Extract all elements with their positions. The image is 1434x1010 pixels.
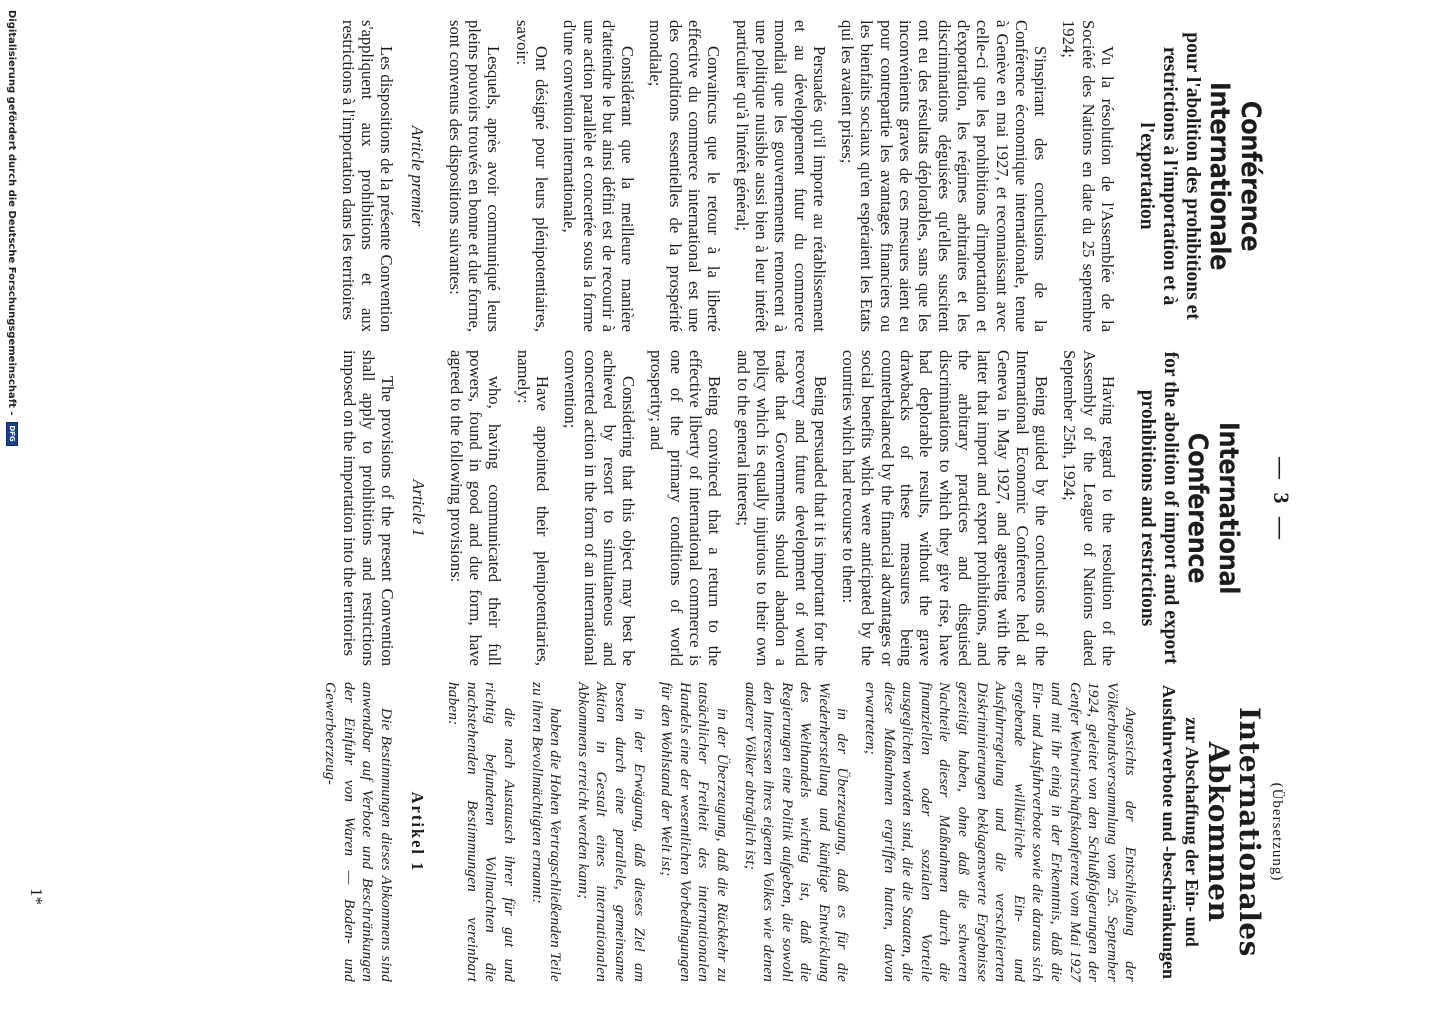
english-paragraph: Being persuaded that it is important for the recovery and future development of world trade that Governments should abandon a policy which is equally injurious to their own and to the general interest; [733,350,830,666]
german-column [312,682,1286,982]
dfg-logo: DFG [6,422,18,446]
german-article-text: Die Bestimmungen dieses Abkommens sind anwendbar auf Verbote und Beschränkungen der Einfuhr von Waren — Boden- und Gewerbeerzeug- [322,682,396,982]
english-article-text: The provisions of the present Convention shall apply to prohibitions and restrictions imposed on the importation into the territories [339,350,398,666]
german-paragraph: Angesichts der Entschließung der Völkerbundsversammlung vom 25. September 1924, geleitet von den Schlußfolgerungen der Genfer Weltwirtschaftskonferenz vom Mai 1927 und mit ihr einig in der Erkenntnis, daß die Ein- und Ausfuhrverbote sowie die daraus sich ergebende willkürliche Ein- und Ausfuhrregelung und die verschleierten Diskriminierungen beklagenswerte Ergebnisse gezeitigt haben, ohne daß die schweren Nachteile dieser Maßnahmen durch die finanziellen oder sozialen Vorteile ausgeglichen worden sind, die die Staaten, die diese Maßnahmen ergriffen hatten, davon erwarteten; [862,682,1140,982]
french-paragraph: Convaincus que le retour à la liberté effective du commerce international est une des conditions essentielles de la prospérité mondiale; [646,20,724,332]
french-paragraph: Lesquels, après avoir communiqué leurs pleins pouvoirs trouvés en bonne et due forme, sont convenus des dispositions suivantes: [445,20,504,332]
french-title-line: Conférence [1235,100,1266,252]
english-paragraph: Being convinced that a return to the effective liberty of international commerce is one of the primary conditions of world prosperity; and [647,350,725,666]
english-column [330,350,1244,666]
german-title [1203,682,1265,982]
english-title-line: Conference [1182,432,1213,584]
english-article-heading: Article 1 [409,479,429,537]
digitization-credit [6,10,18,1010]
french-subtitle: pour l'abolition des prohibitions et restrictions à l'importation et à l'exportation [1136,32,1203,320]
german-subtitle: zur Abschaffung der Ein- und Ausfuhrverbote und -beschränkungen [1159,684,1203,980]
french-paragraph: S'inspirant des conclusions de la Conférence économique internationale, tenue à Genève en mai 1927, et reconnaissant avec celle-ci que les prohibitions d'importation et d'exportation, les régimes arbitraires et les discriminations déguisées qu'elles suscitent ont eu des résultats déplorables, sans que les inconvénients graves de ces mesures aient eu pour contrepartie les avantages financiers ou les bienfaits sociaux qu'en espéraient les Etats qui les avaient prises; [838,20,1051,332]
french-column [329,20,1266,332]
french-paragraph: Considérant que la meilleure manière d'atteindre le but ainsi défini est de recourir à une action parallèle et concertée sous la forme d'une convention internationale, [560,20,638,332]
german-paragraph: in der Überzeugung, daß es für die Wiederherstellung und künftige Entwicklung des Welthandels wichtig ist, daß die Regierungen eine Politik aufgeben, die sowohl den Interessen ihres eigenen Volkes wie denen anderer Völker abträglich ist; [741,682,852,982]
french-article-heading: Article premier [408,125,428,227]
english-paragraph: Considering that this object may best be achieved by resort to simultaneous and concerted action in the form of an international convention; [561,350,639,666]
english-title [1182,350,1244,666]
german-title-line: Abkommen [1202,741,1236,923]
page-number: — 3 — [1269,457,1294,543]
french-article-text: Les dispositions de la présente Convention s'appliquent aux prohibitions et aux restrictions à l'importation dans les territoires [338,20,397,332]
german-paragraph: haben die Hohen Vertragschließenden Teile zu ihren Bevollmächtigten ernannt: [528,682,565,982]
english-title-line: International [1213,421,1244,595]
french-paragraph: Ont désigné pour leurs plénipotentiaires, savoir: [512,20,551,332]
english-subtitle: for the abolition of import and export prohibitions and restrictions [1137,351,1181,665]
german-article-heading: Artikel 1 [407,791,427,873]
french-title-line: Internationale [1204,81,1235,271]
french-paragraph: Persuadés qu'il importe au rétablissement et au développement futur du commerce mondial que les gouvernements renoncent à une politique nuisible aussi bien à leur intérêt particulier qu'à l'intérêt général; [732,20,829,332]
english-paragraph: Having regard to the resolution of the Assembly of the League of Nations dated September 25th, 1924; [1060,350,1118,666]
english-paragraph: Have appointed their plenipotentiaries, namely: [513,350,552,666]
german-translation-note: (Übersetzung) [1269,782,1285,882]
german-paragraph: in der Überzeugung, daß die Rückkehr zu tatsächlicher Freiheit des internationalen Handels eine der wesentlichen Vorbedingungen für den Wohlstand der Welt ist; [658,682,731,982]
english-paragraph: who, having communicated their full powers, found in good and due form, have agreed to the following provisions: [446,350,505,666]
french-paragraph: Vu la résolution de l'Assemblée de la Société des Nations en date du 25 septembre 1924; [1059,20,1117,332]
credit-text: Digitalisierung gefördert durch die Deutsche Forschungsgemeinschaft - [6,10,18,416]
signature-mark: 1* [27,888,46,905]
german-paragraph: in der Erwägung, daß dieses Ziel am besten durch eine parallele, gemeinsame Aktion in Gestalt eines internationalen Abkommens erreicht werden kann; [574,682,648,982]
french-title [1204,20,1266,332]
german-title-line: Internationales [1233,707,1267,957]
german-paragraph: die nach Austausch ihrer für gut und richtig befundenen Vollmachten die nachstehenden Bestimmungen vereinbart haben: [445,682,518,982]
english-paragraph: Being guided by the conclusions of the International Economic Conference held at Geneva in May 1927, and agreeing with the latter that import and export prohibitions, and the arbitrary practices and disguised discriminations to which they give rise, have had deplorable results, without the grave drawbacks of these measures being counterbalanced by the financial advantages or social benefits which were anticipated by the countries which had recourse to them: [839,350,1052,666]
